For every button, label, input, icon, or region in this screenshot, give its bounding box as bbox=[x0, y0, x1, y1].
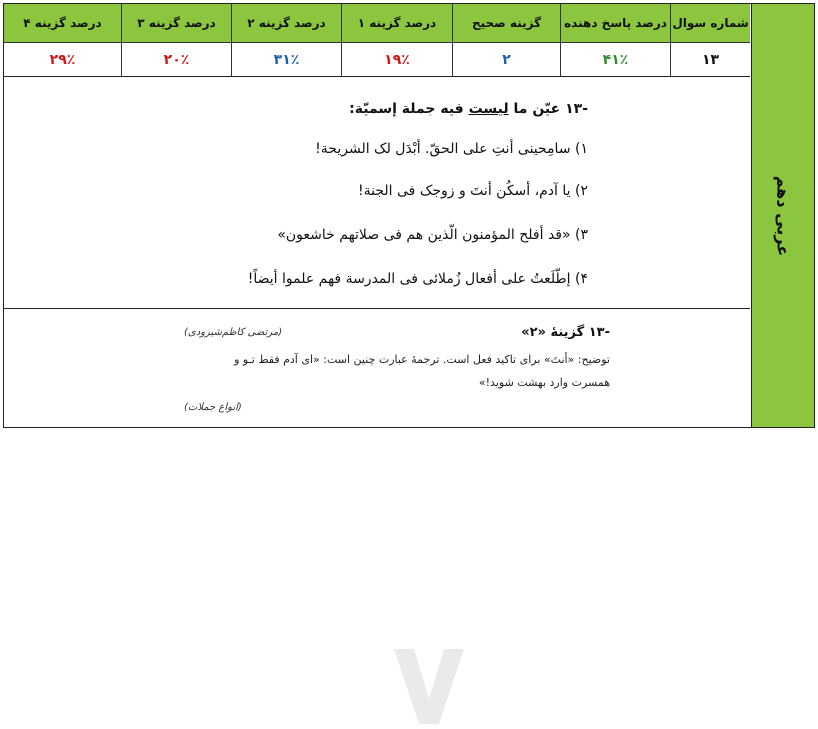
col-header: گزینه صحیح bbox=[453, 4, 560, 43]
question-section bbox=[4, 76, 750, 308]
col-header: درصد گزینه ۱ bbox=[342, 4, 452, 43]
answer-topic-tag: (انواع جملات) bbox=[184, 402, 242, 413]
col-value: ۳۱٪ bbox=[273, 51, 300, 68]
col-header: درصد گزینه ۲ bbox=[232, 4, 341, 43]
main-panel bbox=[3, 3, 752, 428]
subject-side-band bbox=[752, 3, 815, 428]
col-header: درصد پاسخ دهنده bbox=[561, 4, 670, 43]
col-value: ۱۹٪ bbox=[384, 51, 410, 68]
question-number: -۱۳ bbox=[565, 101, 588, 117]
watermark-logo-icon bbox=[384, 639, 474, 729]
col-option1-percent bbox=[341, 4, 452, 76]
question-title-underlined: لیست bbox=[468, 101, 509, 117]
col-response-percent bbox=[560, 4, 670, 76]
option-2: ۲) یا آدم، أسکُن أنتَ و زوجک فی الجنة! bbox=[358, 183, 588, 199]
col-option3-percent bbox=[121, 4, 231, 76]
stats-header-table bbox=[4, 4, 750, 76]
col-value: ۱۳ bbox=[701, 51, 720, 68]
col-value: ۴۱٪ bbox=[602, 51, 629, 68]
col-header: درصد گزینه ۴ bbox=[4, 4, 121, 43]
answer-title: -۱۳ گزینهٔ «۲» bbox=[521, 325, 610, 340]
question-title-after: فیه جملة إسمیّة: bbox=[349, 101, 464, 117]
option-3: ۳) «قد أفلح المؤمنون الّذین هم فی صلاتهم خاشعون» bbox=[277, 227, 588, 243]
col-value: ۲۹٪ bbox=[49, 51, 76, 68]
col-option4-percent bbox=[4, 4, 121, 76]
answer-author: (مرتضی کاظم‌شیرودی) bbox=[184, 327, 283, 338]
col-header: شماره سوال bbox=[671, 4, 750, 43]
col-value: ۲ bbox=[502, 51, 511, 68]
option-1: ۱) سامِحینی أنتِ علی الحقّ. أبْدَل لک الشریحة! bbox=[315, 141, 588, 157]
answer-explanation-line1: توضیح: «أنتَ» برای تاکید فعل است. ترجمهٔ عبارت چنین است: «ای آدم فقط تـو و bbox=[234, 353, 610, 366]
col-question-number bbox=[670, 4, 750, 76]
question-title bbox=[349, 101, 588, 117]
answer-explanation-line2: همسرت وارد بهشت شوید!» bbox=[478, 376, 610, 389]
option-4: ۴) إطّلَعتُ علی أفعال زُملائی فی المدرسة فهم علموا أیضاً! bbox=[247, 271, 588, 287]
col-correct-option bbox=[452, 4, 560, 76]
question-title-before: عیّن ما bbox=[513, 101, 561, 117]
subject-label: عربی دهم bbox=[773, 175, 793, 256]
col-option2-percent bbox=[231, 4, 341, 76]
col-header: درصد گزینه ۳ bbox=[122, 4, 231, 43]
answer-section bbox=[4, 308, 750, 429]
col-value: ۲۰٪ bbox=[163, 51, 190, 68]
